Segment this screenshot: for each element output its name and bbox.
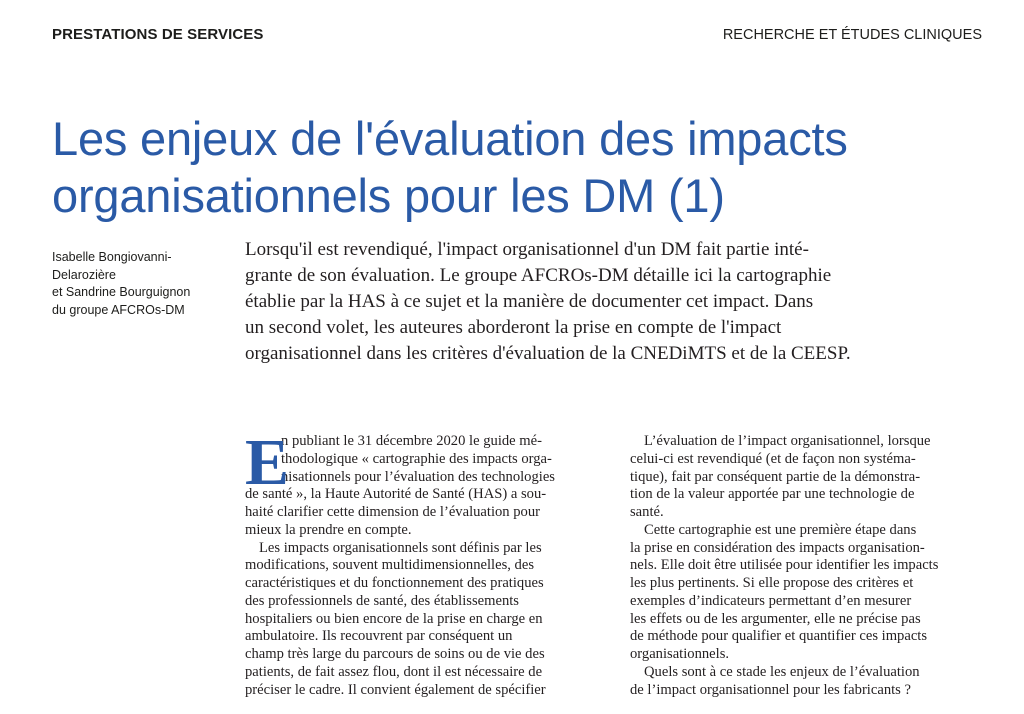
author-line: et Sandrine Bourguignon [52, 285, 191, 299]
lede-line: organisationnel dans les critères d'évaluation de la CNEDiMTS et de la CEESP. [245, 343, 851, 364]
article-lede [245, 237, 985, 367]
body-line: préciser le cadre. Il convient également de spécifier [245, 681, 546, 698]
body-line: Les impacts organisationnels sont définis par les [259, 539, 542, 556]
body-line: Quels sont à ce stade les enjeux de l’évaluation [644, 663, 920, 680]
lede-line: établie par la HAS à ce sujet et la manière de documenter cet impact. Dans [245, 291, 814, 312]
drop-cap: E [245, 426, 290, 499]
lede-line: Lorsqu'il est revendiqué, l'impact organisationnel d'un DM fait partie inté- [245, 239, 809, 260]
body-line: hospitaliers ou bien encore de la prise en charge en [245, 610, 543, 627]
body-line: organisationnels. [630, 646, 730, 662]
body-line: de méthode pour qualifier et quantifier ces impacts [630, 628, 928, 645]
body-line: nels. Elle doit être utilisée pour identifier les impacts [630, 557, 939, 574]
title-line: Les enjeux de l'évaluation des impacts [52, 112, 848, 165]
body-column-left [245, 426, 605, 699]
body-line: tion de la valeur apportée par une technologie de [630, 486, 915, 503]
lede-line: grante de son évaluation. Le groupe AFCROs-DM détaille ici la cartographie [245, 265, 832, 286]
article-title [52, 110, 1012, 224]
section-label-right: RECHERCHE ET ÉTUDES CLINIQUES [722, 27, 982, 43]
body-line: modifications, souvent multidimensionnelles, des [245, 557, 535, 574]
author-line: Isabelle Bongiovanni- [52, 250, 172, 264]
body-line: nisationnels pour l’évaluation des technologies [281, 468, 555, 485]
body-line: haité clarifier cette dimension de l’évaluation pour [245, 504, 540, 520]
body-line: Cette cartographie est une première étape dans [644, 521, 917, 538]
body-line: thodologique « cartographie des impacts orga- [281, 450, 552, 467]
body-line: les effets ou de les argumenter, elle ne précise pas [630, 610, 921, 627]
author-line: du groupe AFCROs-DM [52, 302, 185, 317]
body-line: ambulatoire. Ils recouvrent par conséquent un [245, 628, 513, 645]
body-line: de l’impact organisationnel pour les fabricants ? [630, 681, 911, 698]
body-line: les plus pertinents. Si elle propose des critères et [630, 575, 914, 591]
body-line: la prise en considération des impacts organisation- [630, 539, 925, 556]
body-line: n publiant le 31 décembre 2020 le guide mé- [281, 433, 542, 449]
body-line: mieux la prendre en compte. [245, 521, 412, 538]
body-line: santé. [630, 504, 664, 520]
author-line: Delarozière [52, 267, 116, 282]
section-label-left: PRESTATIONS DE SERVICES [52, 26, 264, 43]
body-line: tique), fait par conséquent partie de la démonstra- [630, 468, 921, 485]
body-line: celui-ci est revendiqué (et de façon non systéma- [630, 450, 916, 467]
body-line: des professionnels de santé, des établissements [245, 592, 519, 609]
body-line: de santé », la Haute Autorité de Santé (HAS) a sou- [245, 486, 547, 503]
body-line: patients, de fait assez flou, dont il est nécessaire de [245, 663, 543, 680]
body-line: L’évaluation de l’impact organisationnel, lorsque [644, 433, 931, 449]
author-byline [52, 249, 242, 319]
body-line: exemples d’indicateurs permettant d’en mesurer [630, 592, 912, 609]
body-line: caractéristiques et du fonctionnement des pratiques [245, 575, 544, 591]
lede-line: un second volet, les auteures aborderont la prise en compte de l'impact [245, 317, 782, 338]
body-line: champ très large du parcours de soins ou de vie des [245, 646, 545, 662]
body-column-right [630, 433, 990, 699]
title-line: organisationnels pour les DM (1) [52, 169, 725, 222]
